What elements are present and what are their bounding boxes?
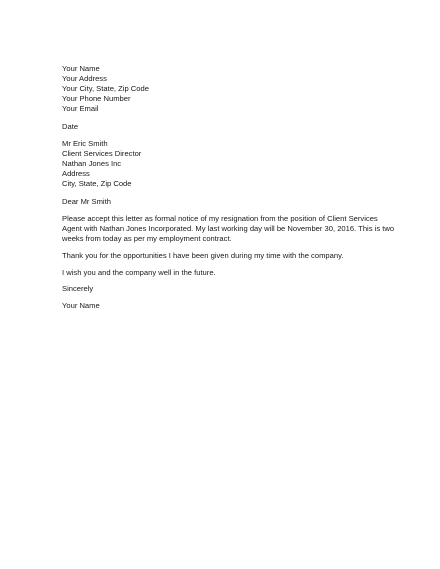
sender-block [62,64,392,114]
recipient-name: Mr Eric Smith [62,139,108,149]
recipient-city-state-zip: City, State, Zip Code [62,179,132,189]
sender-email: Your Email [62,103,99,113]
body-paragraph-1-line-3: weeks from today as per my employment contract. [62,233,232,243]
recipient-title: Client Services Director [62,149,142,159]
resignation-letter [62,64,395,311]
signature-block [62,301,392,311]
date-block [62,122,392,132]
signature-name: Your Name [62,301,100,311]
recipient-block [62,139,392,189]
body-paragraph-3-text: I wish you and the company well in the future. [62,267,216,277]
letter-date: Date [62,121,79,131]
body-paragraph-3 [62,268,392,278]
salutation: Dear Mr Smith [62,196,111,206]
body-paragraph-2-text: Thank you for the opportunities I have been given during my time with the company. [62,250,344,260]
closing: Sincerely [62,284,94,294]
sender-name: Your Name [62,64,100,73]
salutation-block [62,197,392,207]
body-paragraph-1-line-1: Please accept this letter as formal notice of my resignation from the position of Client Services [62,213,378,223]
recipient-company: Nathan Jones Inc [62,159,122,169]
body-paragraph-1-line-2: Agent with Nathan Jones Incorporated. My last working day will be November 30, 2016. This is two [62,223,395,233]
body-paragraph-1 [62,213,395,244]
sender-city-state-zip: Your City, State, Zip Code [62,83,149,93]
sender-phone: Your Phone Number [62,93,131,103]
closing-block [62,284,392,294]
body-paragraph-2 [62,251,392,261]
sender-address: Your Address [62,73,107,83]
recipient-address: Address [62,169,90,179]
